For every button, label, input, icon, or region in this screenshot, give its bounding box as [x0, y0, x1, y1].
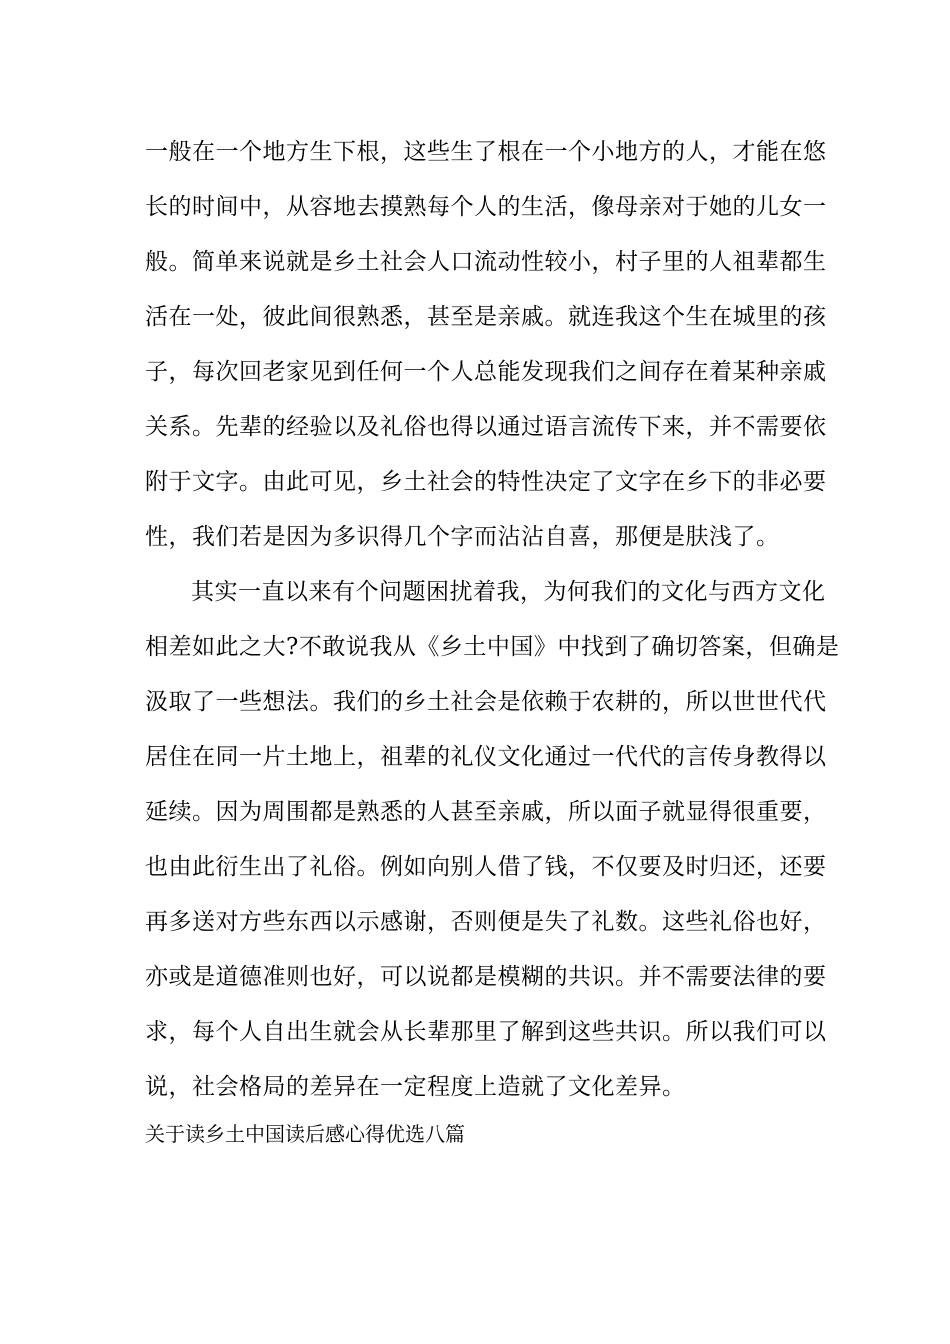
text-line: 般。简单来说就是乡土社会人口流动性较小，村子里的人祖辈都生 [145, 249, 827, 275]
text-line: 延续。因为周围都是熟悉的人甚至亲戚，所以面子就显得很重要， [145, 799, 827, 825]
text-line: 其实一直以来有个问题困扰着我，为何我们的文化与西方文化 [191, 579, 826, 605]
text-line: 求，每个人自出生就会从长辈那里了解到这些共识。所以我们可以 [145, 1019, 827, 1045]
text-line: 居住在同一片土地上，祖辈的礼仪文化通过一代代的言传身教得以 [145, 744, 827, 770]
text-line: 也由此衍生出了礼俗。例如向别人借了钱，不仅要及时归还，还要 [145, 854, 827, 880]
text-line: 活在一处，彼此间很熟悉，甚至是亲戚。就连我这个生在城里的孩 [145, 304, 827, 330]
text-line: 一般在一个地方生下根，这些生了根在一个小地方的人，才能在悠 [145, 139, 827, 165]
text-line: 关系。先辈的经验以及礼俗也得以通过语言流传下来，并不需要依 [145, 414, 827, 440]
text-line: 再多送对方些东西以示感谢，否则便是失了礼数。这些礼俗也好， [145, 909, 827, 935]
text-line: 说，社会格局的差异在一定程度上造就了文化差异。 [145, 1074, 686, 1100]
text-line: 长的时间中，从容地去摸熟每个人的生活，像母亲对于她的儿女一 [145, 194, 827, 220]
text-line: 性，我们若是因为多识得几个字而沾沾自喜，那便是肤浅了。 [145, 524, 780, 550]
text-line: 汲取了一些想法。我们的乡土社会是依赖于农耕的，所以世世代代 [145, 689, 827, 715]
text-line: 亦或是道德准则也好，可以说都是模糊的共识。并不需要法律的要 [145, 964, 827, 990]
section-heading: 关于读乡土中国读后感心得优选八篇 [145, 1122, 465, 1146]
text-line: 子，每次回老家见到任何一个人总能发现我们之间存在着某种亲戚 [145, 359, 827, 385]
text-line: 附于文字。由此可见，乡土社会的特性决定了文字在乡下的非必要 [145, 469, 827, 495]
text-line: 相差如此之大?不敢说我从《乡土中国》中找到了确切答案，但确是 [145, 634, 840, 660]
